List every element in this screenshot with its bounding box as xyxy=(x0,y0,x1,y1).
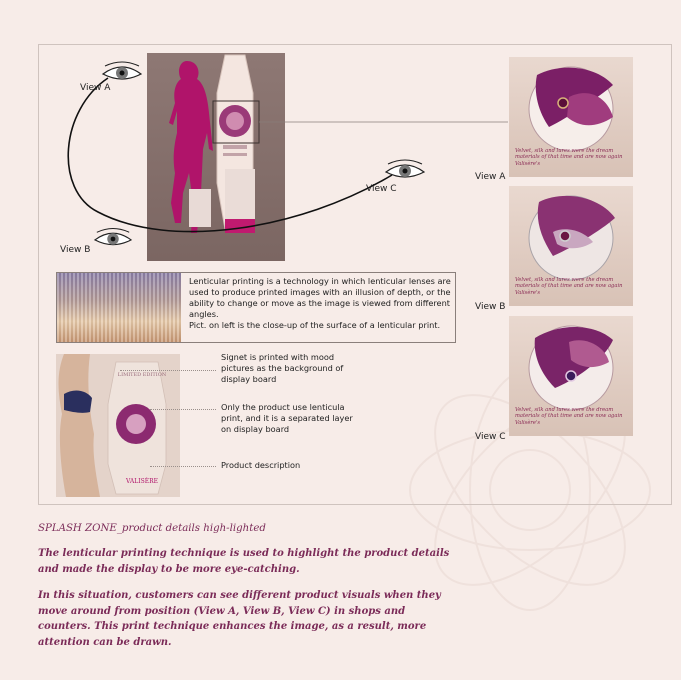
eye-icon-view-c xyxy=(384,158,426,182)
section-paragraph-2: In this situation, customers can see different product visuals when they move around from position (View A, View B, View C) in shops and counters. This print technique enhances the image, as a result, more attention can be drawn. xyxy=(38,590,441,648)
view-b-caption: Velvet, silk and lures were the dream materials of that time and are now again Valisère's xyxy=(515,276,623,296)
brand-logo-text: VALISÈRE xyxy=(125,478,158,485)
lenticular-paragraph-1: Lenticular printing is a technology in which lenticular lenses are used to produce printed images with an illusion of depth, or the ability to change or move as the image is viewed from different angles. xyxy=(189,276,451,319)
eye-icon-view-a xyxy=(101,60,143,84)
lenticular-paragraph-2: Pict. on left is the close-up of the surface of a lenticular print. xyxy=(189,320,441,330)
leader-line-signet xyxy=(120,370,216,371)
product-display-card xyxy=(56,354,180,497)
view-b-card xyxy=(509,186,633,306)
view-b-label: View B xyxy=(60,245,91,255)
view-a-label: View A xyxy=(80,83,111,93)
leader-line-lenticula xyxy=(150,409,216,410)
view-c-card-label: View C xyxy=(475,432,506,442)
view-a-card-label: View A xyxy=(475,172,506,182)
lenticular-explanation-text xyxy=(189,276,451,331)
lenticular-closeup-photo xyxy=(57,273,181,342)
limited-edition-text: LIMITED EDITION xyxy=(117,372,167,378)
annotation-lenticula: Only the product use lenticula print, and it is a separated layer on display board xyxy=(221,402,353,434)
leader-line-description xyxy=(150,466,216,467)
view-c-card xyxy=(509,316,633,436)
lenticular-explanation-box xyxy=(56,272,456,343)
annotation-signet: Signet is printed with mood pictures as the background of display board xyxy=(221,352,344,384)
eye-icon-view-b xyxy=(93,226,133,250)
annotation-product-description: Product description xyxy=(221,460,301,470)
view-a-caption: Velvet, silk and lures were the dream materials of that time and are now again Valisère's xyxy=(515,147,623,167)
view-c-caption: Velvet, silk and lures were the dream materials of that time and are now again Valisère's xyxy=(515,406,623,426)
section-paragraph-1: The lenticular printing technique is used to highlight the product details and made the display to be more eye-catching. xyxy=(38,548,450,575)
section-headline: SPLASH ZONE_product details high-lighted xyxy=(38,523,266,534)
view-b-card-label: View B xyxy=(475,302,506,312)
view-a-card xyxy=(509,57,633,177)
view-c-label: View C xyxy=(366,184,397,194)
